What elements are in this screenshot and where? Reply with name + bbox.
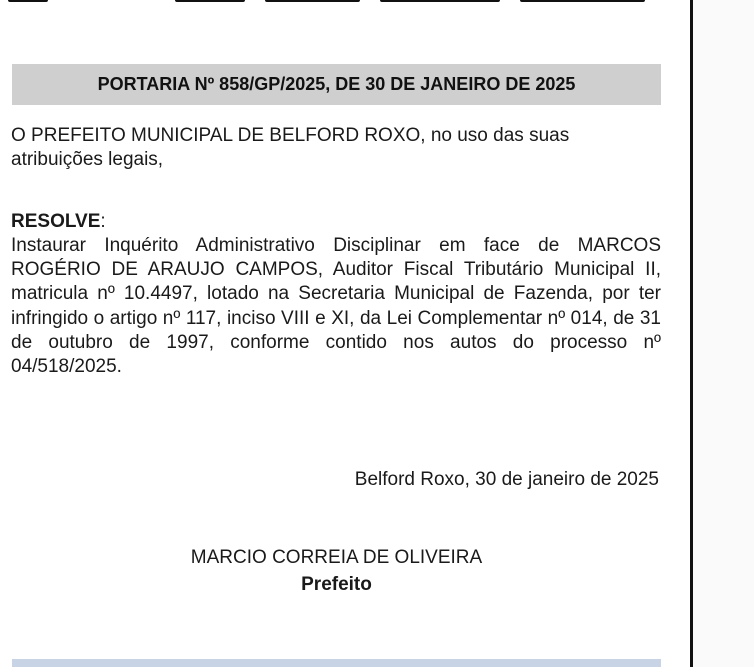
signer-role: Prefeito [301, 574, 372, 595]
resolve-label: RESOLVE [11, 211, 101, 232]
right-page-margin [693, 0, 754, 667]
signer-name: MARCIO CORREIA DE OLIVEIRA [190, 547, 483, 568]
column-divider-rule [690, 0, 693, 667]
resolve-colon: : [100, 211, 106, 232]
cropped-previous-heading [0, 0, 660, 6]
intro-paragraph: O PREFEITO MUNICIPAL DE BELFORD ROXO, no uso das suas atribuições legais, [11, 125, 570, 171]
cropped-heading-fragment [175, 0, 245, 2]
resolution-body: Instaurar Inquérito Administrativo Disciplinar em face de MARCOS ROGÉRIO DE ARAUJO CAMPOS, Auditor Fiscal Tributário Municipal II, matricula nº 10.4497, lotado na Secretaria Municipal de Fazenda, por ter infringido o artigo nº 117, inciso VIII e XI, da Lei Complementar nº 014, de 31 de outubro de 1997, conforme contido nos autos do processo nº 04/518/2025. [11, 235, 661, 378]
signature-block [12, 544, 661, 598]
portaria-title-box [12, 64, 661, 105]
portaria-title: PORTARIA Nº 858/GP/2025, DE 30 DE JANEIRO DE 2025 [97, 74, 576, 94]
cropped-heading-fragment [8, 0, 48, 2]
resolve-heading [11, 210, 661, 234]
cropped-heading-fragment [380, 0, 500, 2]
place-and-date: Belford Roxo, 30 de janeiro de 2025 [354, 469, 659, 490]
cropped-heading-fragment [265, 0, 360, 2]
next-section-header-bar [12, 659, 661, 667]
cropped-heading-fragment [520, 0, 645, 2]
